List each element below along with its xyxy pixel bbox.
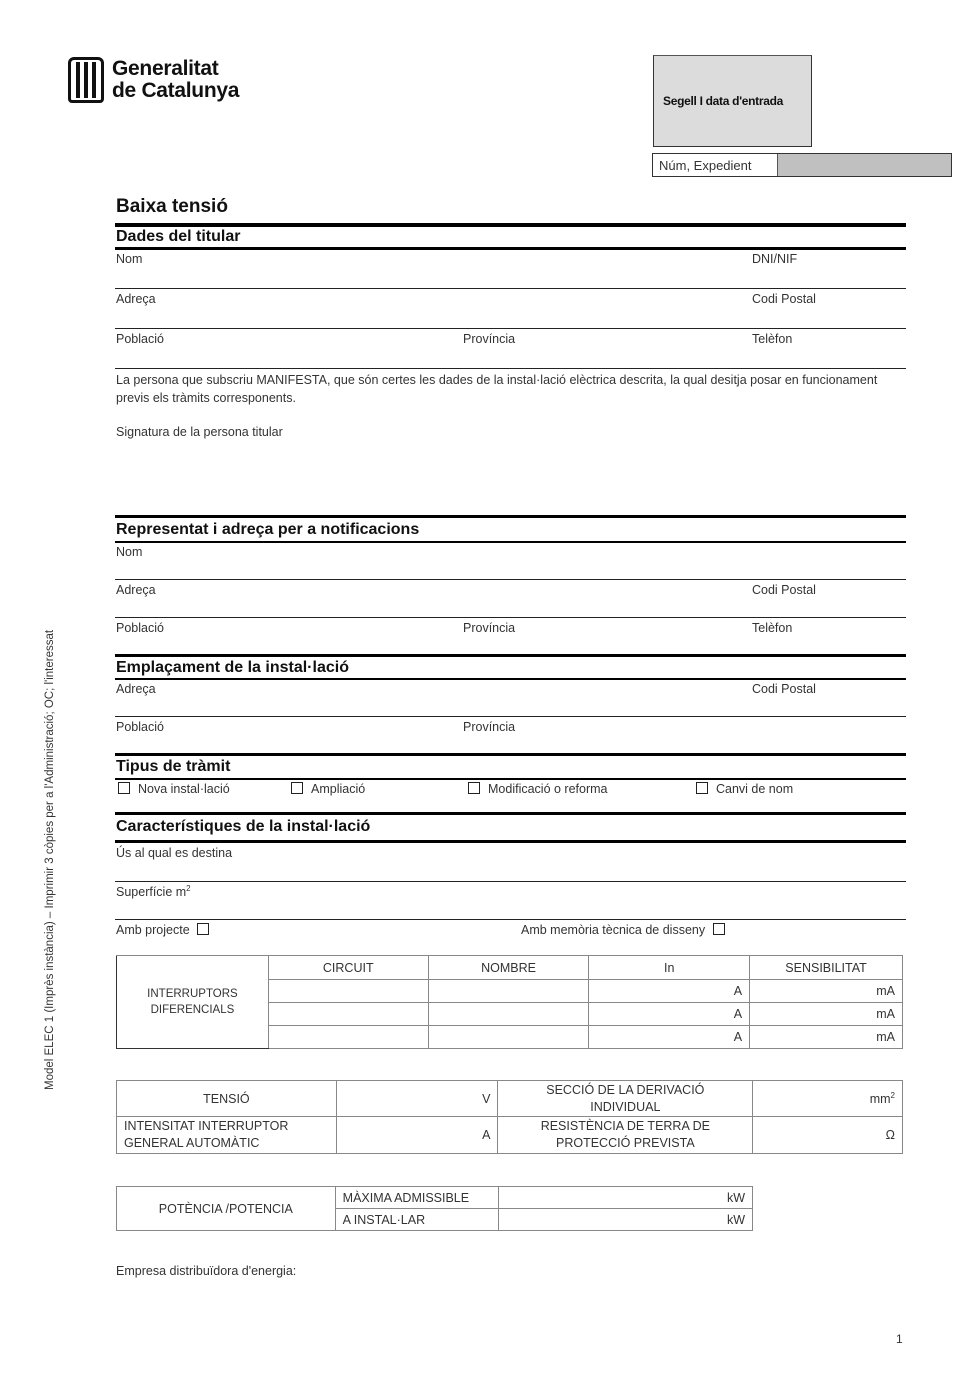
diferencials-row-label: INTERRUPTORS DIFERENCIALS — [117, 956, 269, 1049]
field-line — [115, 288, 906, 289]
expedient-field — [652, 153, 952, 177]
checkbox[interactable] — [468, 782, 480, 794]
tramit-option-nova[interactable]: Nova instal·lació — [118, 782, 230, 796]
titular-provincia-field[interactable]: Província — [463, 332, 516, 346]
resistencia-label: RESISTÈNCIA DE TERRA DE PROTECCIÓ PREVISTA — [498, 1117, 753, 1154]
tramit-option-canvi-nom[interactable]: Canvi de nom — [696, 782, 793, 796]
tramit-option-modificacio[interactable]: Modificació o reforma — [468, 782, 608, 796]
representat-adreca-field[interactable]: Adreça — [116, 583, 156, 597]
checkbox[interactable] — [197, 923, 209, 935]
declaration-text: La persona que subscriu MANIFESTA, que són certes les dades de la instal·lació elèctrica descrita, la qual desitja posar en funcionament previs els tràmits corresponents. — [116, 373, 878, 405]
header-circuit: CIRCUIT — [268, 956, 428, 980]
maxima-input[interactable]: kW — [498, 1187, 753, 1209]
field-line — [115, 579, 906, 580]
field-line — [115, 617, 906, 618]
document-title: Baixa tensió — [116, 196, 228, 217]
titular-codi-postal-field[interactable]: Codi Postal — [752, 292, 816, 306]
representat-poblacio-field[interactable]: Població — [116, 621, 164, 635]
seccio-input[interactable]: $mm^2$ — [753, 1081, 903, 1117]
representat-provincia-field[interactable]: Província — [463, 621, 516, 635]
sensibilitat-input[interactable]: mA — [750, 980, 903, 1003]
titular-poblacio-field[interactable]: Població — [116, 332, 164, 346]
checkbox[interactable] — [118, 782, 130, 794]
in-input[interactable]: A — [589, 1003, 750, 1026]
nombre-input[interactable] — [428, 1026, 589, 1049]
instalar-label: A INSTAL·LAR — [335, 1209, 498, 1231]
resistencia-input[interactable]: Ω — [753, 1117, 903, 1154]
section-divider — [115, 753, 906, 756]
tensio-input[interactable]: V — [336, 1081, 498, 1117]
titular-nom-field[interactable]: Nom — [116, 252, 143, 266]
sensibilitat-input[interactable]: mA — [750, 1026, 903, 1049]
field-line — [115, 368, 906, 369]
field-line — [115, 328, 906, 329]
section-divider — [115, 840, 906, 843]
instalar-input[interactable]: kW — [498, 1209, 753, 1231]
titular-telefon-field[interactable]: Telèfon — [752, 332, 793, 346]
section-title-titular: Dades del titular — [116, 228, 241, 245]
in-input[interactable]: A — [589, 1026, 750, 1049]
generalitat-logo — [68, 57, 239, 103]
tensio-table — [116, 1080, 903, 1154]
stamp-label: Segell I data d'entrada — [663, 94, 783, 108]
intensitat-label: INTENSITAT INTERRUPTOR GENERAL AUTOMÀTIC — [117, 1117, 337, 1154]
section-title-caracteristiques: Característiques de la instal·lació — [116, 818, 371, 835]
section-title-representat: Representat i adreça per a notificacions — [116, 521, 420, 538]
representat-codi-postal-field[interactable]: Codi Postal — [752, 583, 816, 597]
amb-projecte-option[interactable]: Amb projecte — [116, 923, 209, 937]
seccio-label: SECCIÓ DE LA DERIVACIÓ INDIVIDUAL — [498, 1081, 753, 1117]
expedient-input[interactable] — [778, 154, 951, 176]
section-divider — [115, 778, 906, 780]
section-divider — [115, 541, 906, 543]
diferencials-table — [116, 955, 903, 1049]
expedient-label: Núm, Expedient — [653, 154, 778, 176]
circuit-input[interactable] — [268, 1003, 428, 1026]
circuit-input[interactable] — [268, 980, 428, 1003]
side-note: Model ELEC 1 (Imprès instància) – Imprimir 3 còpies per a l'Administració; OC; l'interessat — [44, 629, 56, 1090]
tramit-option-ampliacio[interactable]: Ampliació — [291, 782, 365, 796]
superficie-field[interactable]: Superfície $m^2$ — [116, 884, 191, 900]
header-sensibilitat: SENSIBILITAT — [750, 956, 903, 980]
logo-line-1: Generalitat — [112, 57, 219, 80]
amb-memoria-option[interactable]: Amb memòria tècnica de disseny — [521, 923, 725, 937]
checkbox[interactable] — [713, 923, 725, 935]
nombre-input[interactable] — [428, 1003, 589, 1026]
checkbox[interactable] — [291, 782, 303, 794]
generalitat-emblem-icon — [68, 57, 104, 103]
us-field[interactable]: Ús al qual es destina — [116, 846, 233, 860]
empresa-distribuidora-field[interactable]: Empresa distribuïdora d'energia: — [116, 1264, 297, 1278]
header-in: In — [589, 956, 750, 980]
section-title-emplacament: Emplaçament de la instal·lació — [116, 659, 349, 676]
emplacament-adreca-field[interactable]: Adreça — [116, 682, 156, 696]
intensitat-input[interactable]: A — [336, 1117, 498, 1154]
section-divider — [115, 515, 906, 518]
tensio-label: TENSIÓ — [117, 1081, 337, 1117]
emplacament-poblacio-field[interactable]: Població — [116, 720, 164, 734]
potencia-label: POTÈNCIA /POTENCIA — [117, 1187, 336, 1231]
section-divider — [115, 223, 906, 227]
entry-stamp-box — [653, 55, 812, 147]
titular-dni-field[interactable]: DNI/NIF — [752, 252, 798, 266]
in-input[interactable]: A — [589, 980, 750, 1003]
section-divider — [115, 654, 906, 657]
titular-adreca-field[interactable]: Adreça — [116, 292, 156, 306]
checkbox[interactable] — [696, 782, 708, 794]
field-line — [115, 716, 906, 717]
circuit-input[interactable] — [268, 1026, 428, 1049]
maxima-label: MÀXIMA ADMISSIBLE — [335, 1187, 498, 1209]
titular-signature-field[interactable]: Signatura de la persona titular — [116, 425, 283, 439]
section-divider — [115, 812, 906, 815]
page-number: 1 — [896, 1332, 903, 1346]
sensibilitat-input[interactable]: mA — [750, 1003, 903, 1026]
nombre-input[interactable] — [428, 980, 589, 1003]
representat-nom-field[interactable]: Nom — [116, 545, 143, 559]
field-line — [115, 881, 906, 882]
representat-telefon-field[interactable]: Telèfon — [752, 621, 793, 635]
section-title-tramit: Tipus de tràmit — [116, 758, 231, 775]
header-nombre: NOMBRE — [428, 956, 589, 980]
field-line — [115, 919, 906, 920]
logo-line-2: de Catalunya — [112, 79, 240, 102]
section-divider — [115, 247, 906, 250]
section-divider — [115, 678, 906, 680]
emplacament-provincia-field[interactable]: Província — [463, 720, 516, 734]
emplacament-codi-postal-field[interactable]: Codi Postal — [752, 682, 816, 696]
potencia-table — [116, 1186, 753, 1231]
